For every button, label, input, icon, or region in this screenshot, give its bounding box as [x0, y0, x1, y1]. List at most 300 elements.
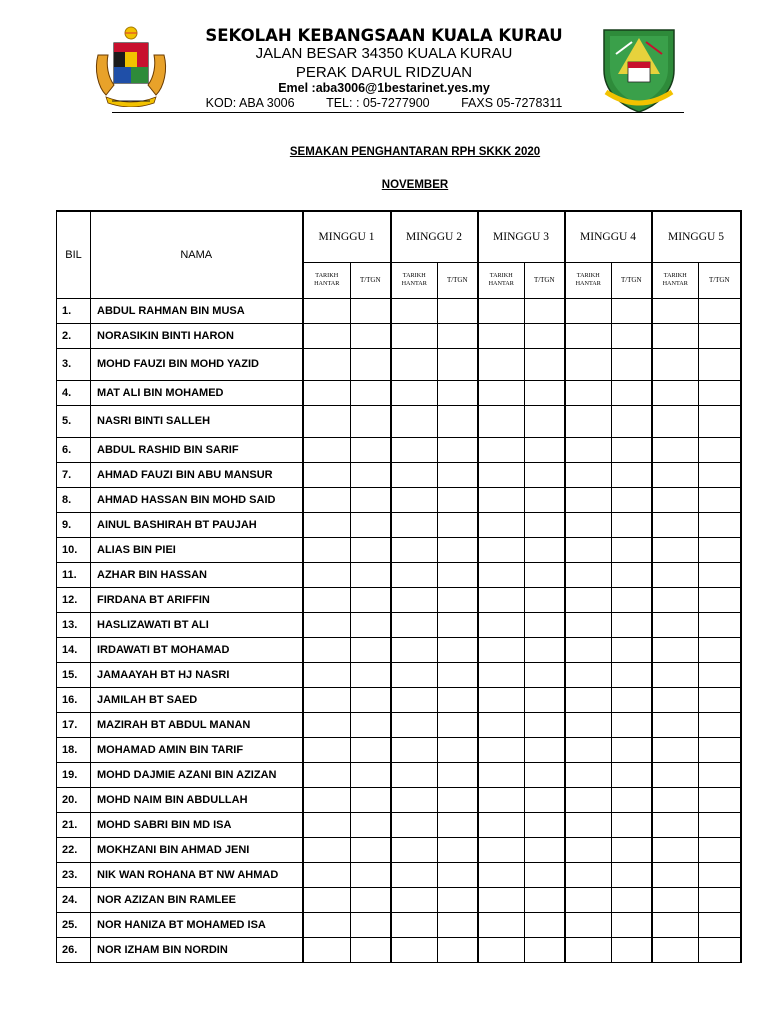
tandatangan-cell[interactable]: [699, 323, 741, 348]
tarikh-hantar-cell[interactable]: [391, 612, 438, 637]
tandatangan-cell[interactable]: [525, 537, 565, 562]
tarikh-hantar-cell[interactable]: [565, 487, 612, 512]
tarikh-hantar-cell[interactable]: [565, 812, 612, 837]
tarikh-hantar-cell[interactable]: [478, 487, 525, 512]
table-row: [57, 812, 741, 837]
tandatangan-cell[interactable]: [612, 712, 652, 737]
tandatangan-cell[interactable]: [525, 462, 565, 487]
tarikh-hantar-cell[interactable]: [303, 562, 351, 587]
subheader-tarikh-hantar-week-4: [565, 262, 612, 298]
row-number: 15.: [57, 662, 91, 687]
tandatangan-cell[interactable]: [351, 662, 391, 687]
tarikh-hantar-cell[interactable]: [303, 787, 351, 812]
tarikh-hantar-cell[interactable]: [303, 662, 351, 687]
tandatangan-cell[interactable]: [612, 812, 652, 837]
tandatangan-cell[interactable]: [351, 323, 391, 348]
tarikh-hantar-cell[interactable]: [652, 587, 699, 612]
tarikh-hantar-cell[interactable]: [652, 380, 699, 405]
tarikh-hantar-cell[interactable]: [652, 912, 699, 937]
tandatangan-cell[interactable]: [699, 512, 741, 537]
tandatangan-cell[interactable]: [351, 298, 391, 323]
tarikh-hantar-cell[interactable]: [303, 437, 351, 462]
tandatangan-cell[interactable]: [612, 687, 652, 712]
tarikh-hantar-cell[interactable]: [478, 437, 525, 462]
tandatangan-cell[interactable]: [438, 323, 478, 348]
tandatangan-cell[interactable]: [438, 712, 478, 737]
tandatangan-cell[interactable]: [438, 462, 478, 487]
tarikh-hantar-cell[interactable]: [565, 762, 612, 787]
tandatangan-cell[interactable]: [351, 405, 391, 437]
tandatangan-cell[interactable]: [525, 912, 565, 937]
tarikh-hantar-cell[interactable]: [391, 687, 438, 712]
tandatangan-cell[interactable]: [525, 637, 565, 662]
tarikh-hantar-cell[interactable]: [391, 712, 438, 737]
tarikh-hantar-cell[interactable]: [303, 937, 351, 962]
tarikh-hantar-cell[interactable]: [478, 405, 525, 437]
tarikh-hantar-cell[interactable]: [478, 298, 525, 323]
tarikh-hantar-cell[interactable]: [565, 862, 612, 887]
tarikh-hantar-cell[interactable]: [391, 837, 438, 862]
tandatangan-cell[interactable]: [525, 687, 565, 712]
tarikh-hantar-cell[interactable]: [652, 637, 699, 662]
tarikh-hantar-cell[interactable]: [391, 737, 438, 762]
tandatangan-cell[interactable]: [438, 737, 478, 762]
tarikh-hantar-cell[interactable]: [565, 662, 612, 687]
tarikh-hantar-cell[interactable]: [652, 462, 699, 487]
tandatangan-cell[interactable]: [525, 862, 565, 887]
tandatangan-cell[interactable]: [525, 887, 565, 912]
table-row: [57, 737, 741, 762]
tandatangan-cell[interactable]: [525, 787, 565, 812]
column-header-week-2: MINGGU 2: [391, 211, 478, 262]
tarikh-hantar-cell[interactable]: [565, 587, 612, 612]
tandatangan-cell[interactable]: [351, 762, 391, 787]
tandatangan-cell[interactable]: [351, 537, 391, 562]
tandatangan-cell[interactable]: [699, 687, 741, 712]
tarikh-hantar-cell[interactable]: [565, 712, 612, 737]
tandatangan-cell[interactable]: [438, 862, 478, 887]
tandatangan-cell[interactable]: [438, 437, 478, 462]
tarikh-hantar-cell[interactable]: [478, 587, 525, 612]
tarikh-hantar-cell[interactable]: [652, 712, 699, 737]
subheader-tarikh-line: TARIKH: [402, 272, 426, 279]
tarikh-hantar-cell[interactable]: [478, 687, 525, 712]
tandatangan-cell[interactable]: [699, 612, 741, 637]
tarikh-hantar-cell[interactable]: [391, 812, 438, 837]
tandatangan-cell[interactable]: [612, 537, 652, 562]
tandatangan-cell[interactable]: [351, 587, 391, 612]
tandatangan-cell[interactable]: [525, 737, 565, 762]
table-row: [57, 323, 741, 348]
tarikh-hantar-cell[interactable]: [565, 537, 612, 562]
tarikh-hantar-cell[interactable]: [303, 637, 351, 662]
tandatangan-cell[interactable]: [438, 405, 478, 437]
tandatangan-cell[interactable]: [525, 587, 565, 612]
tarikh-hantar-cell[interactable]: [391, 787, 438, 812]
tarikh-hantar-cell[interactable]: [478, 787, 525, 812]
tarikh-hantar-cell[interactable]: [303, 612, 351, 637]
tandatangan-cell[interactable]: [699, 380, 741, 405]
tarikh-hantar-cell[interactable]: [652, 298, 699, 323]
tarikh-hantar-cell[interactable]: [565, 912, 612, 937]
tandatangan-cell[interactable]: [612, 837, 652, 862]
tandatangan-cell[interactable]: [612, 887, 652, 912]
tandatangan-cell[interactable]: [699, 537, 741, 562]
tandatangan-cell[interactable]: [699, 762, 741, 787]
tandatangan-cell[interactable]: [699, 912, 741, 937]
tandatangan-cell[interactable]: [699, 405, 741, 437]
tandatangan-cell[interactable]: [525, 812, 565, 837]
tarikh-hantar-cell[interactable]: [565, 380, 612, 405]
tarikh-hantar-cell[interactable]: [652, 937, 699, 962]
column-header-bil: BIL: [57, 211, 91, 298]
subheader-tarikh-line: TARIKH: [489, 272, 513, 279]
tandatangan-cell[interactable]: [438, 687, 478, 712]
teacher-name: IRDAWATI BT MOHAMAD: [91, 637, 303, 662]
tarikh-hantar-cell[interactable]: [391, 862, 438, 887]
tandatangan-cell[interactable]: [525, 937, 565, 962]
tarikh-hantar-cell[interactable]: [478, 762, 525, 787]
table-row: [57, 537, 741, 562]
tandatangan-cell[interactable]: [525, 405, 565, 437]
tandatangan-cell[interactable]: [612, 662, 652, 687]
tarikh-hantar-cell[interactable]: [303, 687, 351, 712]
tandatangan-cell[interactable]: [699, 487, 741, 512]
tarikh-hantar-cell[interactable]: [478, 323, 525, 348]
tandatangan-cell[interactable]: [612, 487, 652, 512]
tandatangan-cell[interactable]: [525, 562, 565, 587]
subheader-tt-week-3: T/TGN: [525, 262, 565, 298]
tandatangan-cell[interactable]: [525, 662, 565, 687]
tandatangan-cell[interactable]: [699, 887, 741, 912]
tandatangan-cell[interactable]: [612, 637, 652, 662]
tarikh-hantar-cell[interactable]: [303, 298, 351, 323]
tarikh-hantar-cell[interactable]: [391, 887, 438, 912]
tarikh-hantar-cell[interactable]: [391, 512, 438, 537]
tarikh-hantar-cell[interactable]: [565, 348, 612, 380]
tarikh-hantar-cell[interactable]: [391, 405, 438, 437]
tarikh-hantar-cell[interactable]: [478, 462, 525, 487]
tarikh-hantar-cell[interactable]: [391, 348, 438, 380]
tandatangan-cell[interactable]: [351, 687, 391, 712]
tandatangan-cell[interactable]: [438, 637, 478, 662]
address-line-2: PERAK DARUL RIDZUAN: [295, 64, 473, 81]
tandatangan-cell[interactable]: [525, 712, 565, 737]
table-row: [57, 712, 741, 737]
teacher-name: NASRI BINTI SALLEH: [91, 405, 303, 437]
tarikh-hantar-cell[interactable]: [303, 348, 351, 380]
tarikh-hantar-cell[interactable]: [652, 787, 699, 812]
tarikh-hantar-cell[interactable]: [478, 512, 525, 537]
table-row: [57, 862, 741, 887]
tarikh-hantar-cell[interactable]: [303, 737, 351, 762]
tarikh-hantar-cell[interactable]: [565, 612, 612, 637]
tarikh-hantar-cell[interactable]: [652, 348, 699, 380]
tarikh-hantar-cell[interactable]: [565, 687, 612, 712]
tarikh-hantar-cell[interactable]: [478, 662, 525, 687]
tandatangan-cell[interactable]: [438, 562, 478, 587]
tandatangan-cell[interactable]: [699, 837, 741, 862]
tarikh-hantar-cell[interactable]: [391, 912, 438, 937]
tarikh-hantar-cell[interactable]: [391, 762, 438, 787]
tandatangan-cell[interactable]: [438, 487, 478, 512]
tandatangan-cell[interactable]: [525, 437, 565, 462]
tandatangan-cell[interactable]: [612, 437, 652, 462]
table-row: [57, 637, 741, 662]
tandatangan-cell[interactable]: [612, 562, 652, 587]
subheader-tarikh-line: TARIKH: [576, 272, 600, 279]
row-number: 3.: [57, 348, 91, 380]
tandatangan-cell[interactable]: [438, 662, 478, 687]
tandatangan-cell[interactable]: [612, 862, 652, 887]
tandatangan-cell[interactable]: [612, 405, 652, 437]
tandatangan-cell[interactable]: [699, 462, 741, 487]
tandatangan-cell[interactable]: [612, 762, 652, 787]
tarikh-hantar-cell[interactable]: [391, 587, 438, 612]
tandatangan-cell[interactable]: [612, 737, 652, 762]
tarikh-hantar-cell[interactable]: [652, 612, 699, 637]
tandatangan-cell[interactable]: [612, 937, 652, 962]
subheader-tt-week-1: T/TGN: [351, 262, 391, 298]
teacher-name: AINUL BASHIRAH BT PAUJAH: [91, 512, 303, 537]
tarikh-hantar-cell[interactable]: [652, 562, 699, 587]
tandatangan-cell[interactable]: [699, 348, 741, 380]
subheader-tt-week-4: T/TGN: [612, 262, 652, 298]
tandatangan-cell[interactable]: [351, 487, 391, 512]
tarikh-hantar-cell[interactable]: [565, 787, 612, 812]
tandatangan-cell[interactable]: [351, 837, 391, 862]
teacher-name: MOHAMAD AMIN BIN TARIF: [91, 737, 303, 762]
tandatangan-cell[interactable]: [525, 348, 565, 380]
tandatangan-cell[interactable]: [351, 887, 391, 912]
tarikh-hantar-cell[interactable]: [565, 405, 612, 437]
tarikh-hantar-cell[interactable]: [303, 912, 351, 937]
tandatangan-cell[interactable]: [351, 637, 391, 662]
tarikh-hantar-cell[interactable]: [478, 637, 525, 662]
tarikh-hantar-cell[interactable]: [652, 512, 699, 537]
tandatangan-cell[interactable]: [351, 862, 391, 887]
tandatangan-cell[interactable]: [438, 380, 478, 405]
tarikh-hantar-cell[interactable]: [565, 837, 612, 862]
tandatangan-cell[interactable]: [351, 562, 391, 587]
tandatangan-cell[interactable]: [525, 762, 565, 787]
tandatangan-cell[interactable]: [351, 712, 391, 737]
tandatangan-cell[interactable]: [699, 737, 741, 762]
tandatangan-cell[interactable]: [699, 812, 741, 837]
tandatangan-cell[interactable]: [351, 512, 391, 537]
tarikh-hantar-cell[interactable]: [303, 812, 351, 837]
tarikh-hantar-cell[interactable]: [478, 537, 525, 562]
tandatangan-cell[interactable]: [699, 562, 741, 587]
teacher-name: NIK WAN ROHANA BT NW AHMAD: [91, 862, 303, 887]
tandatangan-cell[interactable]: [438, 837, 478, 862]
tandatangan-cell[interactable]: [438, 912, 478, 937]
tandatangan-cell[interactable]: [438, 937, 478, 962]
tarikh-hantar-cell[interactable]: [478, 348, 525, 380]
tandatangan-cell[interactable]: [351, 737, 391, 762]
tarikh-hantar-cell[interactable]: [652, 737, 699, 762]
tarikh-hantar-cell[interactable]: [303, 323, 351, 348]
tandatangan-cell[interactable]: [525, 298, 565, 323]
tarikh-hantar-cell[interactable]: [565, 298, 612, 323]
tarikh-hantar-cell[interactable]: [478, 380, 525, 405]
tarikh-hantar-cell[interactable]: [652, 862, 699, 887]
tandatangan-cell[interactable]: [612, 380, 652, 405]
tarikh-hantar-cell[interactable]: [303, 487, 351, 512]
tarikh-hantar-cell[interactable]: [391, 537, 438, 562]
tandatangan-cell[interactable]: [438, 512, 478, 537]
tandatangan-cell[interactable]: [612, 462, 652, 487]
tarikh-hantar-cell[interactable]: [478, 912, 525, 937]
tandatangan-cell[interactable]: [351, 462, 391, 487]
table-row: [57, 348, 741, 380]
tandatangan-cell[interactable]: [351, 812, 391, 837]
teacher-name: HASLIZAWATI BT ALI: [91, 612, 303, 637]
tarikh-hantar-cell[interactable]: [303, 512, 351, 537]
tandatangan-cell[interactable]: [699, 437, 741, 462]
tarikh-hantar-cell[interactable]: [478, 837, 525, 862]
tandatangan-cell[interactable]: [699, 712, 741, 737]
tarikh-hantar-cell[interactable]: [565, 462, 612, 487]
tarikh-hantar-cell[interactable]: [303, 462, 351, 487]
tarikh-hantar-cell[interactable]: [303, 380, 351, 405]
tarikh-hantar-cell[interactable]: [565, 637, 612, 662]
tandatangan-cell[interactable]: [699, 937, 741, 962]
tarikh-hantar-cell[interactable]: [652, 405, 699, 437]
tandatangan-cell[interactable]: [438, 787, 478, 812]
tarikh-hantar-cell[interactable]: [478, 612, 525, 637]
tarikh-hantar-cell[interactable]: [652, 437, 699, 462]
row-number: 12.: [57, 587, 91, 612]
tarikh-hantar-cell[interactable]: [652, 323, 699, 348]
subheader-tarikh-hantar-week-1: [303, 262, 351, 298]
tandatangan-cell[interactable]: [699, 787, 741, 812]
tandatangan-cell[interactable]: [525, 512, 565, 537]
tarikh-hantar-cell[interactable]: [391, 562, 438, 587]
table-row: [57, 937, 741, 962]
tarikh-hantar-cell[interactable]: [303, 837, 351, 862]
subheader-tarikh-hantar-week-3: [478, 262, 525, 298]
tarikh-hantar-cell[interactable]: [391, 487, 438, 512]
tandatangan-cell[interactable]: [699, 637, 741, 662]
tarikh-hantar-cell[interactable]: [652, 487, 699, 512]
tarikh-hantar-cell[interactable]: [303, 712, 351, 737]
subheader-hantar-line: HANTAR: [662, 280, 688, 287]
row-number: 21.: [57, 812, 91, 837]
tarikh-hantar-cell[interactable]: [478, 737, 525, 762]
tarikh-hantar-cell[interactable]: [652, 837, 699, 862]
tandatangan-cell[interactable]: [699, 662, 741, 687]
tarikh-hantar-cell[interactable]: [565, 437, 612, 462]
fax: FAXS 05-7278311: [461, 96, 563, 110]
tarikh-hantar-cell[interactable]: [391, 937, 438, 962]
tandatangan-cell[interactable]: [612, 787, 652, 812]
tarikh-hantar-cell[interactable]: [478, 812, 525, 837]
tandatangan-cell[interactable]: [612, 587, 652, 612]
tarikh-hantar-cell[interactable]: [391, 323, 438, 348]
tarikh-hantar-cell[interactable]: [565, 887, 612, 912]
tarikh-hantar-cell[interactable]: [391, 637, 438, 662]
tarikh-hantar-cell[interactable]: [565, 562, 612, 587]
tarikh-hantar-cell[interactable]: [478, 937, 525, 962]
tarikh-hantar-cell[interactable]: [303, 762, 351, 787]
tandatangan-cell[interactable]: [351, 348, 391, 380]
tarikh-hantar-cell[interactable]: [391, 298, 438, 323]
teacher-name: NOR IZHAM BIN NORDIN: [91, 937, 303, 962]
teacher-name: MOHD NAIM BIN ABDULLAH: [91, 787, 303, 812]
tarikh-hantar-cell[interactable]: [478, 887, 525, 912]
tarikh-hantar-cell[interactable]: [303, 887, 351, 912]
tandatangan-cell[interactable]: [525, 837, 565, 862]
tandatangan-cell[interactable]: [699, 587, 741, 612]
tarikh-hantar-cell[interactable]: [652, 687, 699, 712]
tarikh-hantar-cell[interactable]: [565, 737, 612, 762]
tandatangan-cell[interactable]: [351, 437, 391, 462]
teacher-name: NOR AZIZAN BIN RAMLEE: [91, 887, 303, 912]
tarikh-hantar-cell[interactable]: [652, 887, 699, 912]
tandatangan-cell[interactable]: [612, 298, 652, 323]
tandatangan-cell[interactable]: [438, 762, 478, 787]
tandatangan-cell[interactable]: [351, 612, 391, 637]
tandatangan-cell[interactable]: [699, 862, 741, 887]
tarikh-hantar-cell[interactable]: [652, 812, 699, 837]
tandatangan-cell[interactable]: [351, 380, 391, 405]
tandatangan-cell[interactable]: [525, 380, 565, 405]
tandatangan-cell[interactable]: [525, 323, 565, 348]
tarikh-hantar-cell[interactable]: [478, 712, 525, 737]
tarikh-hantar-cell[interactable]: [303, 537, 351, 562]
tarikh-hantar-cell[interactable]: [652, 537, 699, 562]
tarikh-hantar-cell[interactable]: [565, 937, 612, 962]
tandatangan-cell[interactable]: [525, 487, 565, 512]
tarikh-hantar-cell[interactable]: [391, 380, 438, 405]
tandatangan-cell[interactable]: [438, 887, 478, 912]
tandatangan-cell[interactable]: [612, 912, 652, 937]
tarikh-hantar-cell[interactable]: [303, 862, 351, 887]
tandatangan-cell[interactable]: [438, 612, 478, 637]
tandatangan-cell[interactable]: [438, 298, 478, 323]
tarikh-hantar-cell[interactable]: [565, 512, 612, 537]
submission-check-table: [56, 210, 742, 963]
tandatangan-cell[interactable]: [612, 323, 652, 348]
tarikh-hantar-cell[interactable]: [565, 323, 612, 348]
tandatangan-cell[interactable]: [351, 912, 391, 937]
tandatangan-cell[interactable]: [612, 512, 652, 537]
tandatangan-cell[interactable]: [699, 298, 741, 323]
tandatangan-cell[interactable]: [351, 937, 391, 962]
tarikh-hantar-cell[interactable]: [391, 462, 438, 487]
tandatangan-cell[interactable]: [351, 787, 391, 812]
tandatangan-cell[interactable]: [612, 612, 652, 637]
tandatangan-cell[interactable]: [525, 612, 565, 637]
tarikh-hantar-cell[interactable]: [478, 862, 525, 887]
tarikh-hantar-cell[interactable]: [652, 662, 699, 687]
tandatangan-cell[interactable]: [438, 348, 478, 380]
tarikh-hantar-cell[interactable]: [391, 662, 438, 687]
tarikh-hantar-cell[interactable]: [391, 437, 438, 462]
tarikh-hantar-cell[interactable]: [303, 587, 351, 612]
tandatangan-cell[interactable]: [438, 812, 478, 837]
tarikh-hantar-cell[interactable]: [652, 762, 699, 787]
tandatangan-cell[interactable]: [612, 348, 652, 380]
tarikh-hantar-cell[interactable]: [478, 562, 525, 587]
tandatangan-cell[interactable]: [438, 587, 478, 612]
row-number: 7.: [57, 462, 91, 487]
teacher-name: MOHD SABRI BIN MD ISA: [91, 812, 303, 837]
tarikh-hantar-cell[interactable]: [303, 405, 351, 437]
table-row: [57, 405, 741, 437]
tandatangan-cell[interactable]: [438, 537, 478, 562]
